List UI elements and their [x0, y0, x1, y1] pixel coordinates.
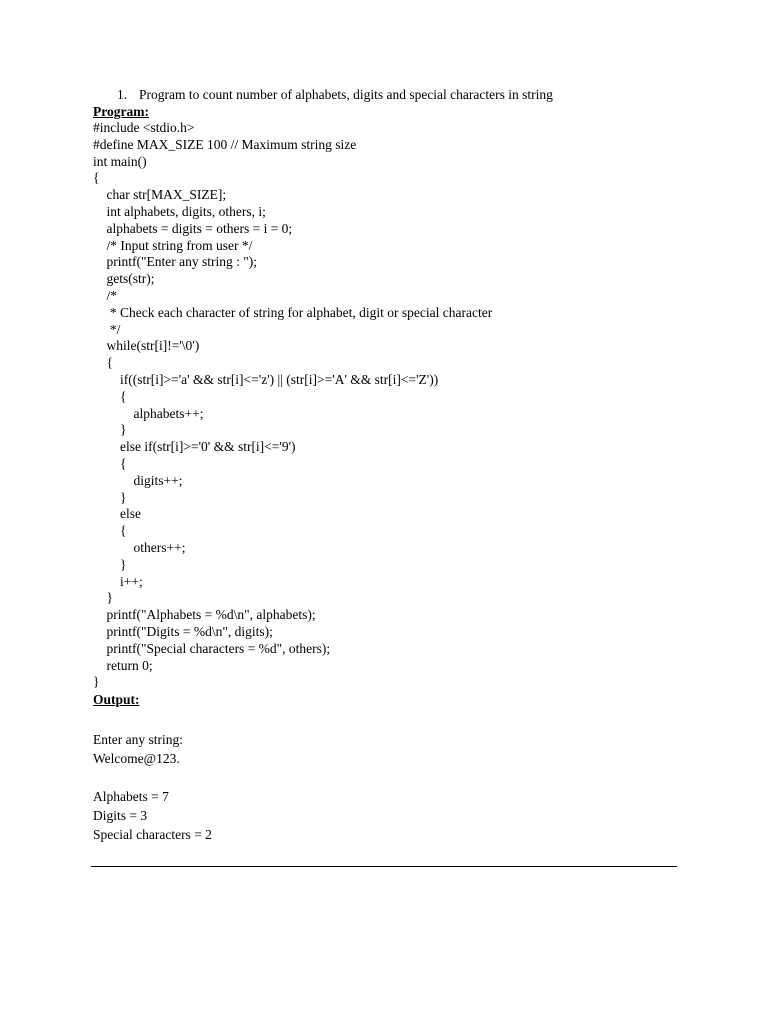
code-line: int main() [93, 153, 147, 169]
code-line: printf("Enter any string : "); [93, 254, 257, 270]
document-heading [93, 86, 693, 103]
code-line: printf("Digits = %d\n", digits); [93, 623, 273, 639]
output-line: Enter any string: [93, 732, 183, 748]
code-block [93, 120, 693, 691]
code-line: while(str[i]!='\0') [93, 338, 200, 354]
code-line: /* Input string from user */ [93, 237, 253, 253]
code-line: alphabets = digits = others = i = 0; [93, 220, 293, 236]
code-line: gets(str); [93, 271, 155, 287]
footer-divider [91, 866, 677, 867]
code-line: { [93, 455, 127, 471]
output-line: Alphabets = 7 [93, 789, 169, 805]
code-line: else [93, 506, 141, 522]
output-line: Welcome@123. [93, 751, 180, 767]
code-line: alphabets++; [93, 405, 204, 421]
code-line: /* [93, 287, 118, 303]
code-line: #include <stdio.h> [93, 120, 195, 135]
program-label: Program: [93, 104, 149, 119]
code-line: } [93, 422, 127, 438]
code-line: char str[MAX_SIZE]; [93, 187, 227, 203]
code-line: * Check each character of string for alphabet, digit or special character [93, 304, 493, 320]
code-line: */ [93, 321, 121, 337]
code-line: digits++; [93, 472, 183, 488]
output-line: Special characters = 2 [93, 827, 212, 843]
code-line: printf("Alphabets = %d\n", alphabets); [93, 607, 316, 623]
code-line: else if(str[i]>='0' && str[i]<='9') [93, 439, 296, 455]
heading-number: 1. [117, 87, 128, 102]
output-spacer [93, 768, 693, 787]
heading-text: Program to count number of alphabets, digits and special characters in string [139, 87, 553, 102]
code-line: { [93, 355, 113, 371]
code-line: i++; [93, 573, 143, 589]
output-line: Digits = 3 [93, 808, 148, 824]
code-line: } [93, 674, 100, 690]
code-line: } [93, 590, 113, 606]
code-line: if((str[i]>='a' && str[i]<='z') || (str[i]>='A' && str[i]<='Z')) [93, 371, 439, 387]
code-line: others++; [93, 539, 186, 555]
code-line: } [93, 489, 127, 505]
code-line: int alphabets, digits, others, i; [93, 203, 266, 219]
code-line: { [93, 388, 127, 404]
code-line: return 0; [93, 657, 153, 673]
code-line: #define MAX_SIZE 100 // Maximum string size [93, 136, 357, 152]
output-label: Output: [93, 692, 140, 708]
output-block [93, 730, 693, 844]
code-line: } [93, 556, 127, 572]
code-line: { [93, 523, 127, 539]
document-page [93, 86, 693, 844]
code-line: { [93, 170, 100, 186]
code-line: printf("Special characters = %d", others); [93, 640, 331, 656]
